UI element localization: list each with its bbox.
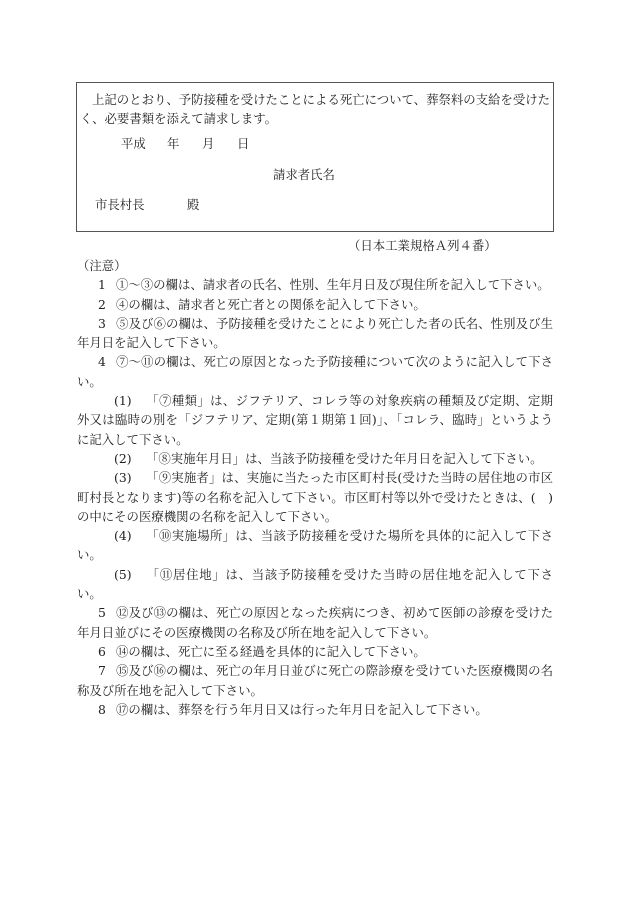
note-text: 「⑨実施者」は、実施に当たった市区町村長(受けた当時の居住地の市区町村長となります)等の名称を記入して下さい。市区町村等以外で受けたときは、( )の中にその医療機関の名称を記入して下さい。 xyxy=(77,470,553,524)
note-text: ⑦～⑪の欄は、死亡の原因となった予防接種について次のように記入して下さい。 xyxy=(77,354,553,389)
note-text: 「⑦種類」は、ジフテリア、コレラ等の対象疾病の種類及び定期、定期外又は臨時の別を「ジフテリア、定期(第１期第１回)」、「コレラ、臨時」というように記入して下さい。 xyxy=(77,393,553,447)
era-label: 平成 xyxy=(121,136,146,151)
note-item xyxy=(77,314,553,353)
note-item xyxy=(77,642,553,661)
note-number: 1 xyxy=(98,277,106,293)
request-statement: 上記のとおり、予防接種を受けたことによる死亡について、葬祭料の支給を受けたく、必要書類を添えて請求します。 xyxy=(80,92,550,126)
note-sub-item xyxy=(77,391,553,449)
note-number: 6 xyxy=(98,643,106,659)
claimant-name-label: 請求者氏名 xyxy=(273,167,335,182)
note-number: 4 xyxy=(98,354,106,370)
notes-title: （注意） xyxy=(77,258,127,273)
addressee-label: 市長村長 xyxy=(95,197,145,212)
note-text: 「⑩実施場所」は、当該予防接種を受けた場所を具体的に記入して下さい。 xyxy=(77,528,553,563)
note-item xyxy=(77,275,553,294)
note-sub-item xyxy=(77,449,553,468)
note-number: 5 xyxy=(98,605,106,621)
note-item xyxy=(77,295,553,314)
note-text: ①～③の欄は、請求者の氏名、性別、生年月日及び現住所を記入して下さい。 xyxy=(116,277,550,293)
note-text: ⑭の欄は、死亡に至る経過を具体的に記入して下さい。 xyxy=(116,643,426,659)
day-label: 日 xyxy=(237,136,250,151)
note-item xyxy=(77,603,553,642)
year-label: 年 xyxy=(167,136,180,151)
note-sub-number: (1) xyxy=(114,393,132,409)
paper-size-note: （日本工業規格Ａ列４番） xyxy=(348,238,497,253)
request-box xyxy=(76,82,554,232)
note-text: ④の欄は、請求者と死亡者との関係を記入して下さい。 xyxy=(116,296,426,312)
note-sub-number: (5) xyxy=(114,566,132,582)
note-number: 2 xyxy=(98,296,106,312)
note-text: ⑫及び⑬の欄は、死亡の原因となった疾病につき、初めて医師の診療を受けた年月日並びにその医療機関の名称及び所在地を記入して下さい。 xyxy=(77,605,553,640)
note-text: ⑤及び⑥の欄は、予防接種を受けたことにより死亡した者の氏名、性別及び生年月日を記入して下さい。 xyxy=(77,315,553,351)
month-label: 月 xyxy=(202,136,215,151)
note-number: 8 xyxy=(98,701,106,717)
note-item xyxy=(77,661,553,700)
note-sub-item xyxy=(77,565,553,604)
note-item xyxy=(77,352,553,391)
notes-section xyxy=(77,256,553,719)
note-item xyxy=(77,700,553,719)
note-sub-number: (2) xyxy=(114,450,132,466)
note-text: 「⑪居住地」は、当該予防接種を受けた当時の居住地を記入して下さい。 xyxy=(77,566,553,602)
honorific-label: 殿 xyxy=(187,197,200,212)
note-sub-number: (4) xyxy=(114,528,132,544)
note-number: 7 xyxy=(98,663,106,679)
note-sub-number: (3) xyxy=(114,470,132,486)
note-sub-item xyxy=(77,468,553,526)
note-number: 3 xyxy=(98,315,106,331)
note-sub-item xyxy=(77,526,553,565)
note-text: ⑰の欄は、葬祭を行う年月日又は行った年月日を記入して下さい。 xyxy=(116,701,488,717)
note-text: 「⑧実施年月日」は、当該予防接種を受けた年月日を記入して下さい。 xyxy=(146,450,543,466)
note-text: ⑮及び⑯の欄は、死亡の年月日並びに死亡の際診療を受けていた医療機関の名称及び所在地を記入して下さい。 xyxy=(77,663,553,698)
